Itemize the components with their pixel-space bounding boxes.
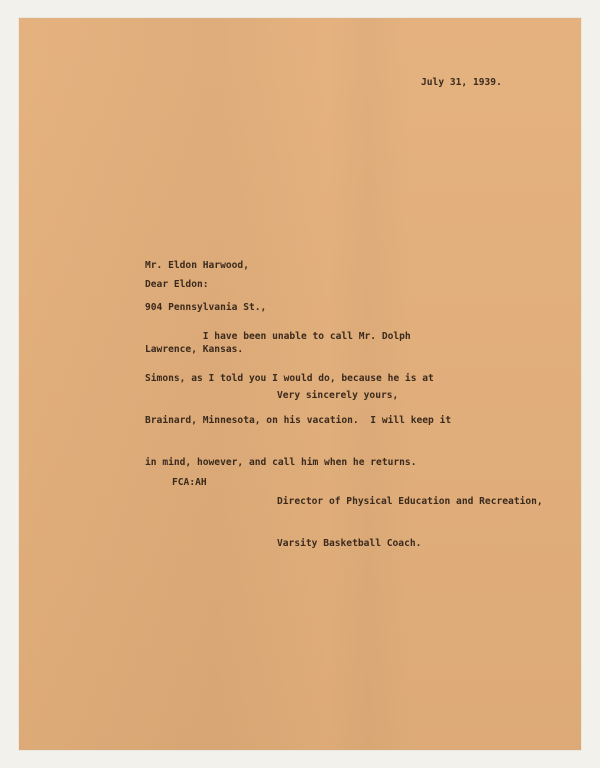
body-line: Simons, as I told you I would do, because he is at — [145, 373, 434, 384]
signature-block — [277, 467, 543, 579]
body-line: I have been unable to call Mr. Dolph — [145, 331, 411, 342]
reference-initials: FCA:AH — [172, 477, 207, 488]
recipient-city: Lawrence, Kansas. — [145, 344, 244, 355]
recipient-name: Mr. Eldon Harwood, — [145, 260, 249, 271]
letter-date: July 31, 1939. — [421, 77, 502, 88]
complimentary-close: Very sincerely yours, — [277, 390, 399, 401]
body-line: in mind, however, and call him when he returns. — [145, 457, 417, 468]
body-line: Brainard, Minnesota, on his vacation. I will keep it — [145, 415, 452, 426]
signature-title: Varsity Basketball Coach. — [277, 538, 422, 549]
salutation: Dear Eldon: — [145, 279, 209, 290]
recipient-street: 904 Pennsylvania St., — [145, 302, 267, 313]
signature-title: Director of Physical Education and Recreation, — [277, 496, 543, 507]
letter-page — [19, 18, 581, 750]
